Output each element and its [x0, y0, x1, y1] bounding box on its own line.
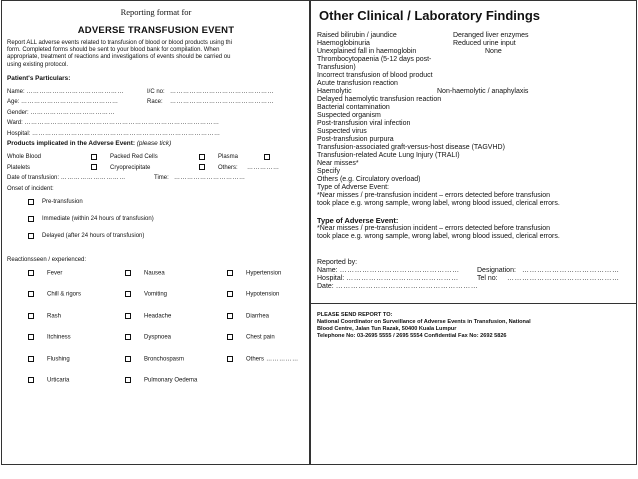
finding-line	[317, 136, 630, 144]
reporter-date-label: Date:	[317, 283, 334, 290]
reaction-checkbox[interactable]	[227, 313, 233, 319]
onset-option: Delayed (after 24 hours of transfusion)	[7, 228, 305, 245]
name-label: Name:	[7, 88, 25, 95]
whole-blood-label: Whole Blood	[7, 154, 42, 161]
onset-pre-transfusion-checkbox[interactable]	[28, 199, 34, 205]
reaction-label: Diarrhea	[246, 313, 270, 320]
reaction-option	[227, 356, 299, 363]
finding-line	[317, 88, 630, 96]
patient-particulars-heading: Patient's Particulars:	[7, 74, 71, 82]
findings-heading: Other Clinical / Laboratory Findings	[319, 8, 541, 23]
reaction-option	[28, 291, 81, 298]
reaction-checkbox[interactable]	[125, 291, 131, 297]
finding-item: Deranged liver enzymes	[453, 32, 529, 39]
finding-line	[317, 176, 630, 184]
reaction-option	[227, 291, 279, 298]
finding-item: Suspected organism	[317, 112, 381, 119]
designation-label: Designation:	[477, 267, 516, 274]
products-row-2	[7, 163, 305, 174]
reaction-checkbox[interactable]	[28, 334, 34, 340]
time-label: Time:	[154, 175, 169, 182]
form-header: Reporting format for	[120, 7, 192, 17]
reporter-name-row	[317, 267, 630, 275]
reaction-checkbox[interactable]	[125, 313, 131, 319]
tel-label: Tel no:	[477, 275, 498, 282]
send-report-footer: PLEASE SEND REPORT TO: National Coordinator on Surveillance of Adverse Events in Transfusion, National Blood Centre, Jalan Tun Razak, 50400 Kuala Lumpur Telephone No: 03-2695 5555 / 2695 5554 Confidential Fax No: 2692 5826	[311, 303, 636, 340]
finding-line	[317, 104, 630, 112]
finding-line	[317, 152, 630, 160]
reaction-checkbox[interactable]	[125, 334, 131, 340]
reporter-hospital-field[interactable]: ………………………………………	[346, 275, 459, 282]
others-product-field[interactable]: ……………	[247, 164, 280, 171]
date-of-transfusion-field[interactable]: …………………………	[60, 175, 126, 182]
onset-immediate-checkbox[interactable]	[28, 216, 34, 222]
reaction-row	[7, 291, 305, 313]
ic-field[interactable]: …………………………………………	[170, 88, 274, 95]
finding-line	[317, 56, 630, 64]
finding-item: Transfusion-associated graft-versus-host disease (TAGVHD)	[317, 144, 505, 151]
cryoprecipitate-checkbox[interactable]	[199, 164, 205, 170]
packed-red-cells-label: Packed Red Cells	[110, 154, 158, 161]
reaction-label: Nausea	[144, 270, 165, 277]
finding-item: Transfusion)	[317, 64, 356, 71]
finding-item: Delayed haemolytic transfusion reaction	[317, 96, 442, 103]
gender-row	[7, 108, 305, 119]
reaction-label: Pulmonary Oedema	[144, 377, 198, 384]
reporter-name-field[interactable]: …………………………………………	[339, 267, 460, 274]
age-label: Age:	[7, 99, 20, 106]
finding-item: Thrombocytopaenia (5-12 days post-	[317, 56, 432, 63]
reporter-name-label: Name:	[317, 267, 338, 274]
reactions-label: Reactionsseen / experienced:	[7, 257, 87, 264]
reaction-label: Urticaria	[47, 377, 70, 384]
products-heading: Products implicated in the Adverse Event: (please tick)	[7, 140, 172, 148]
finding-item: Bacterial contamination	[317, 104, 390, 111]
type-of-adverse-event-heading: Type of Adverse Event:	[317, 216, 399, 225]
reaction-option	[28, 313, 61, 320]
age-field[interactable]: ………………………………………	[21, 99, 119, 106]
reaction-checkbox[interactable]	[227, 291, 233, 297]
reaction-checkbox[interactable]	[227, 356, 233, 362]
finding-line	[317, 128, 630, 136]
reaction-option	[227, 334, 275, 341]
finding-line	[317, 112, 630, 120]
reaction-label: Others	[246, 356, 265, 363]
finding-line	[317, 160, 630, 168]
onset-option: Immediate (within 24 hours of transfusion)	[7, 211, 305, 228]
finding-item: Post-transfusion purpura	[317, 136, 394, 143]
finding-item: Others (e.g. Circulatory overload)	[317, 176, 421, 183]
reaction-checkbox[interactable]	[28, 377, 34, 383]
reaction-label: Vomiting	[144, 291, 168, 298]
finding-item: Raised bilirubin / jaundice	[317, 32, 397, 39]
cryoprecipitate-label: Cryoprecipitate	[110, 164, 151, 171]
finding-item: Haemolytic	[317, 88, 352, 95]
hospital-label: Hospital:	[7, 130, 31, 137]
reaction-row	[7, 377, 305, 399]
reaction-option	[227, 270, 281, 277]
reactions-grid	[7, 270, 305, 399]
designation-field[interactable]: …………………………………	[522, 267, 620, 274]
reaction-checkbox[interactable]	[125, 270, 131, 276]
reaction-option	[28, 356, 70, 363]
finding-item: Unexplained fall in haemoglobin	[317, 48, 417, 55]
finding-line	[317, 40, 630, 48]
finding-line	[317, 96, 630, 104]
finding-line	[317, 184, 630, 192]
others-reaction-field[interactable]: ……………	[264, 356, 299, 363]
name-field[interactable]: ………………………………………	[26, 88, 124, 95]
race-label: Race:	[147, 99, 163, 106]
finding-line	[317, 120, 630, 128]
finding-item: Incorrect transfusion of blood product	[317, 72, 433, 79]
near-miss-note: *Near misses / pre-transfusion incident – errors detected before transfusion took place e.g. wrong sample, wrong label, wrong blood issued, clerical errors.	[317, 192, 560, 207]
reaction-checkbox[interactable]	[227, 270, 233, 276]
finding-item: Haemoglobinuria	[317, 40, 370, 47]
form-title: ADVERSE TRANSFUSION EVENT	[77, 25, 235, 36]
adverse-event-form-page	[1, 0, 310, 465]
reaction-label: Rash	[47, 313, 62, 320]
reaction-row	[7, 356, 305, 378]
reaction-label: Flushing	[47, 356, 70, 363]
reaction-checkbox[interactable]	[125, 356, 131, 362]
reaction-option	[125, 377, 197, 384]
reaction-label: Headache	[144, 313, 172, 320]
reporter-hospital-row	[317, 275, 630, 283]
reaction-label: Fever	[47, 270, 63, 277]
reaction-option	[28, 377, 69, 384]
finding-line	[317, 144, 630, 152]
hospital-field[interactable]: ……………………………………………………………………………	[32, 130, 221, 137]
race-field[interactable]: …………………………………………	[170, 99, 274, 106]
finding-item: Near misses*	[317, 160, 359, 167]
reaction-option	[227, 313, 269, 320]
reporter-hospital-label: Hospital:	[317, 275, 345, 282]
findings-list	[317, 32, 630, 192]
gender-label: Gender:	[7, 109, 29, 116]
ward-label: Ward:	[7, 120, 23, 127]
ic-label: I/C no:	[147, 88, 165, 95]
age-row	[7, 97, 305, 108]
finding-item: Non-haemolytic / anaphylaxis	[437, 88, 529, 95]
platelets-label: Platelets	[7, 164, 31, 171]
reporter-date-field[interactable]: …………………………………………………	[335, 283, 479, 290]
transfusion-date-row	[7, 173, 305, 184]
finding-line	[317, 168, 630, 176]
near-miss-note: *Near misses / pre-transfusion incident – errors detected before transfusion took place e.g. wrong sample, wrong label, wrong blood issued, clerical errors.	[317, 225, 560, 240]
reaction-row	[7, 334, 305, 356]
reaction-row	[7, 270, 305, 292]
finding-item: Suspected virus	[317, 128, 367, 135]
onset-label: Onset of incident:	[7, 185, 54, 192]
reaction-option	[125, 334, 171, 341]
finding-line	[317, 72, 630, 80]
hospital-row	[7, 129, 305, 140]
finding-item: Specify	[317, 168, 340, 175]
finding-item: Reduced urine input	[453, 40, 516, 47]
reaction-label: Chill & rigors	[47, 291, 82, 298]
clinical-findings-page	[310, 0, 637, 465]
finding-item: Acute transfusion reaction	[317, 80, 398, 87]
reaction-checkbox[interactable]	[28, 356, 34, 362]
finding-line	[317, 64, 630, 72]
ward-field[interactable]: ………………………………………………………………………………	[24, 120, 220, 127]
platelets-checkbox[interactable]	[91, 164, 97, 170]
finding-item: Transfusion-related Acute Lung Injury (TRALI)	[317, 152, 460, 159]
reaction-option	[125, 291, 167, 298]
finding-item: Post-transfusion viral infection	[317, 120, 411, 127]
time-field[interactable]: ……………………………	[174, 175, 246, 182]
whole-blood-checkbox[interactable]	[91, 154, 97, 160]
finding-line	[317, 80, 630, 88]
reported-by-label: Reported by:	[317, 259, 358, 266]
reaction-row	[7, 313, 305, 335]
finding-line	[317, 32, 630, 40]
plasma-checkbox[interactable]	[264, 154, 270, 160]
reaction-checkbox[interactable]	[28, 270, 34, 276]
finding-item: Type of Adverse Event:	[317, 184, 389, 191]
ward-row	[7, 118, 305, 129]
finding-line	[317, 48, 630, 56]
reporter-date-row	[317, 283, 630, 291]
gender-field[interactable]: …………………………………	[30, 109, 115, 116]
reaction-option	[28, 270, 62, 277]
packed-red-cells-checkbox[interactable]	[199, 154, 205, 160]
reaction-checkbox[interactable]	[28, 291, 34, 297]
reaction-label: Bronchospasm	[144, 356, 185, 363]
reaction-checkbox[interactable]	[28, 313, 34, 319]
onset-option: Pre-transfusion	[7, 194, 305, 211]
form-instructions: Report ALL adverse events related to transfusion of blood or blood products using thi form. Completed forms should be sent to your blood bank for compilation. When appropriate, treatment of reactions and investigations of events should be carried ou using existing protocol.	[7, 40, 232, 68]
products-row-1	[7, 152, 305, 163]
others-product-label: Others:	[218, 164, 238, 171]
reaction-label: Hypotension	[246, 291, 280, 298]
reaction-option	[28, 334, 71, 341]
reaction-option	[125, 313, 171, 320]
date-of-transfusion-label: Date of transfusion:	[7, 175, 60, 182]
reaction-checkbox[interactable]	[125, 377, 131, 383]
reaction-label: Dyspnoea	[144, 334, 172, 341]
plasma-label: Plasma	[218, 154, 239, 161]
reaction-checkbox[interactable]	[227, 334, 233, 340]
tel-field[interactable]: ………………………………………	[507, 275, 620, 282]
onset-delayed-checkbox[interactable]	[28, 233, 34, 239]
finding-item: None	[485, 48, 502, 55]
reaction-label: Itchiness	[47, 334, 71, 341]
reaction-option	[125, 270, 165, 277]
name-row	[7, 87, 305, 98]
reaction-label: Hypertension	[246, 270, 282, 277]
reaction-label: Chest pain	[246, 334, 275, 341]
reaction-option	[125, 356, 184, 363]
